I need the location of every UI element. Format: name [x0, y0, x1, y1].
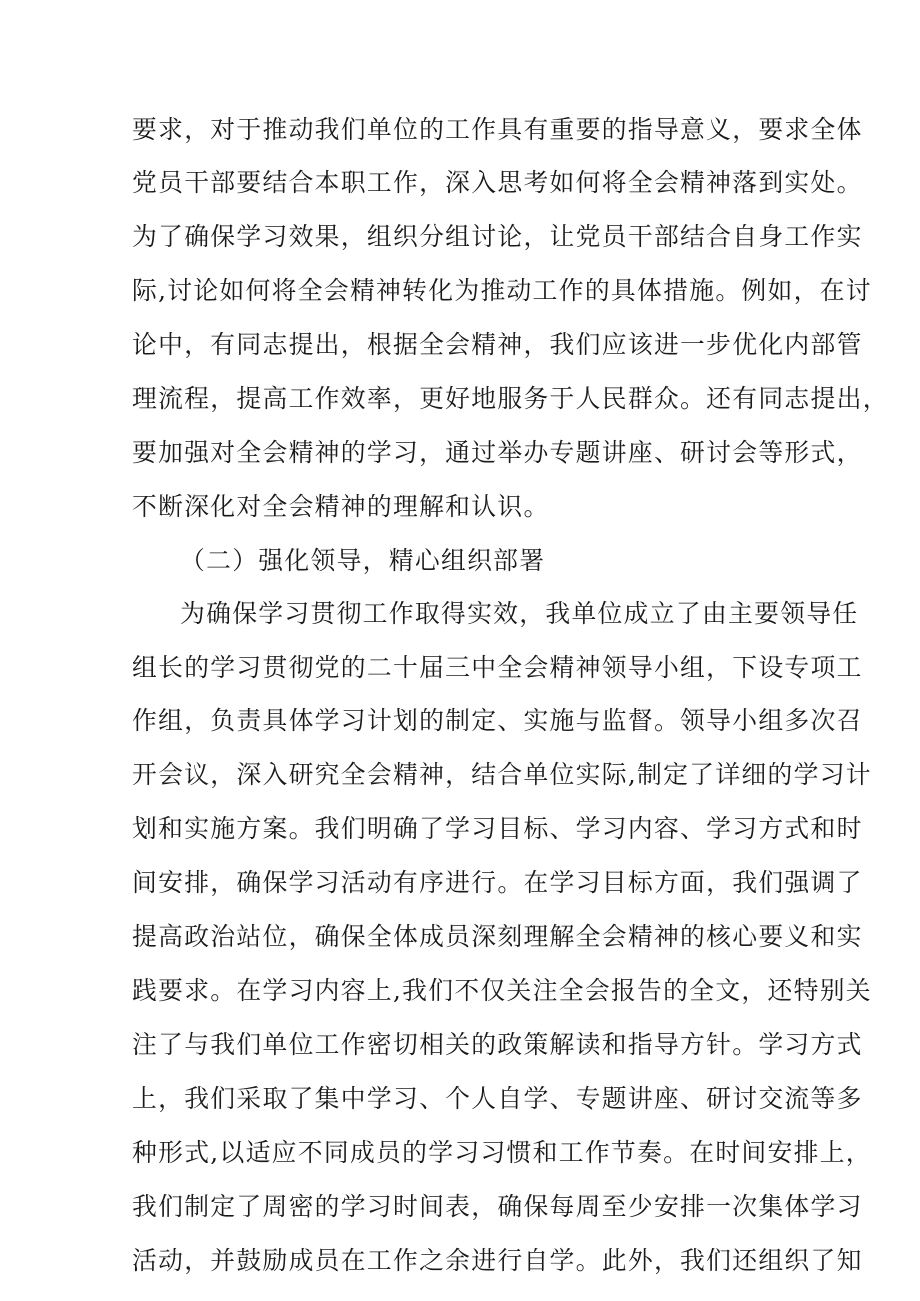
- paragraph-2-line: 为确保学习贯彻工作取得实效，我单位成立了由主要领导任: [180, 599, 859, 628]
- paragraph-2-line: 提高政治站位，确保全体成员深刻理解全会精神的核心要义和实: [132, 922, 863, 951]
- paragraph-2-line: 种形式,以适应不同成员的学习习惯和工作节奏。在时间安排上，: [132, 1138, 872, 1167]
- paragraph-2-line: 间安排，确保学习活动有序进行。在学习目标方面，我们强调了: [132, 868, 863, 897]
- paragraph-2-line: 我们制定了周密的学习时间表，确保每周至少安排一次集体学习: [132, 1192, 863, 1221]
- paragraph-2-line: 开会议，深入研究全会精神，结合单位实际,制定了详细的学习计: [132, 760, 872, 789]
- paragraph-1-line: 为了确保学习效果，组织分组讨论，让党员干部结合自身工作实: [132, 222, 863, 251]
- paragraph-1-line: 际,讨论如何将全会精神转化为推动工作的具体措施。例如，在讨: [132, 276, 872, 305]
- paragraph-1-line: 要求，对于推动我们单位的工作具有重要的指导意义，要求全体: [132, 115, 863, 144]
- paragraph-1-line: 理流程，提高工作效率，更好地服务于人民群众。还有同志提出，: [132, 384, 889, 413]
- paragraph-2-line: 注了与我们单位工作密切相关的政策解读和指导方针。学习方式: [132, 1030, 863, 1059]
- paragraph-1-line: 论中，有同志提出，根据全会精神，我们应该进一步优化内部管: [132, 330, 863, 359]
- paragraph-2-line: 践要求。在学习内容上,我们不仅关注全会报告的全文，还特别关: [132, 976, 872, 1005]
- paragraph-1-line: 要加强对全会精神的学习，通过举办专题讲座、研讨会等形式，: [132, 438, 863, 467]
- paragraph-1-line: 党员干部要结合本职工作，深入思考如何将全会精神落到实处。: [132, 168, 863, 197]
- section-heading: （二）强化领导，精心组织部署: [180, 546, 546, 575]
- paragraph-2-line: 组长的学习贯彻党的二十届三中全会精神领导小组，下设专项工: [132, 653, 863, 682]
- paragraph-2-line: 作组，负责具体学习计划的制定、实施与监督。领导小组多次召: [132, 706, 863, 735]
- paragraph-1-line: 不断深化对全会精神的理解和认识。: [132, 492, 550, 521]
- paragraph-2-line: 上，我们采取了集中学习、个人自学、专题讲座、研讨交流等多: [132, 1084, 863, 1113]
- paragraph-2-line: 活动，并鼓励成员在工作之余进行自学。此外，我们还组织了知: [132, 1246, 863, 1275]
- paragraph-2-line: 划和实施方案。我们明确了学习目标、学习内容、学习方式和时: [132, 814, 863, 843]
